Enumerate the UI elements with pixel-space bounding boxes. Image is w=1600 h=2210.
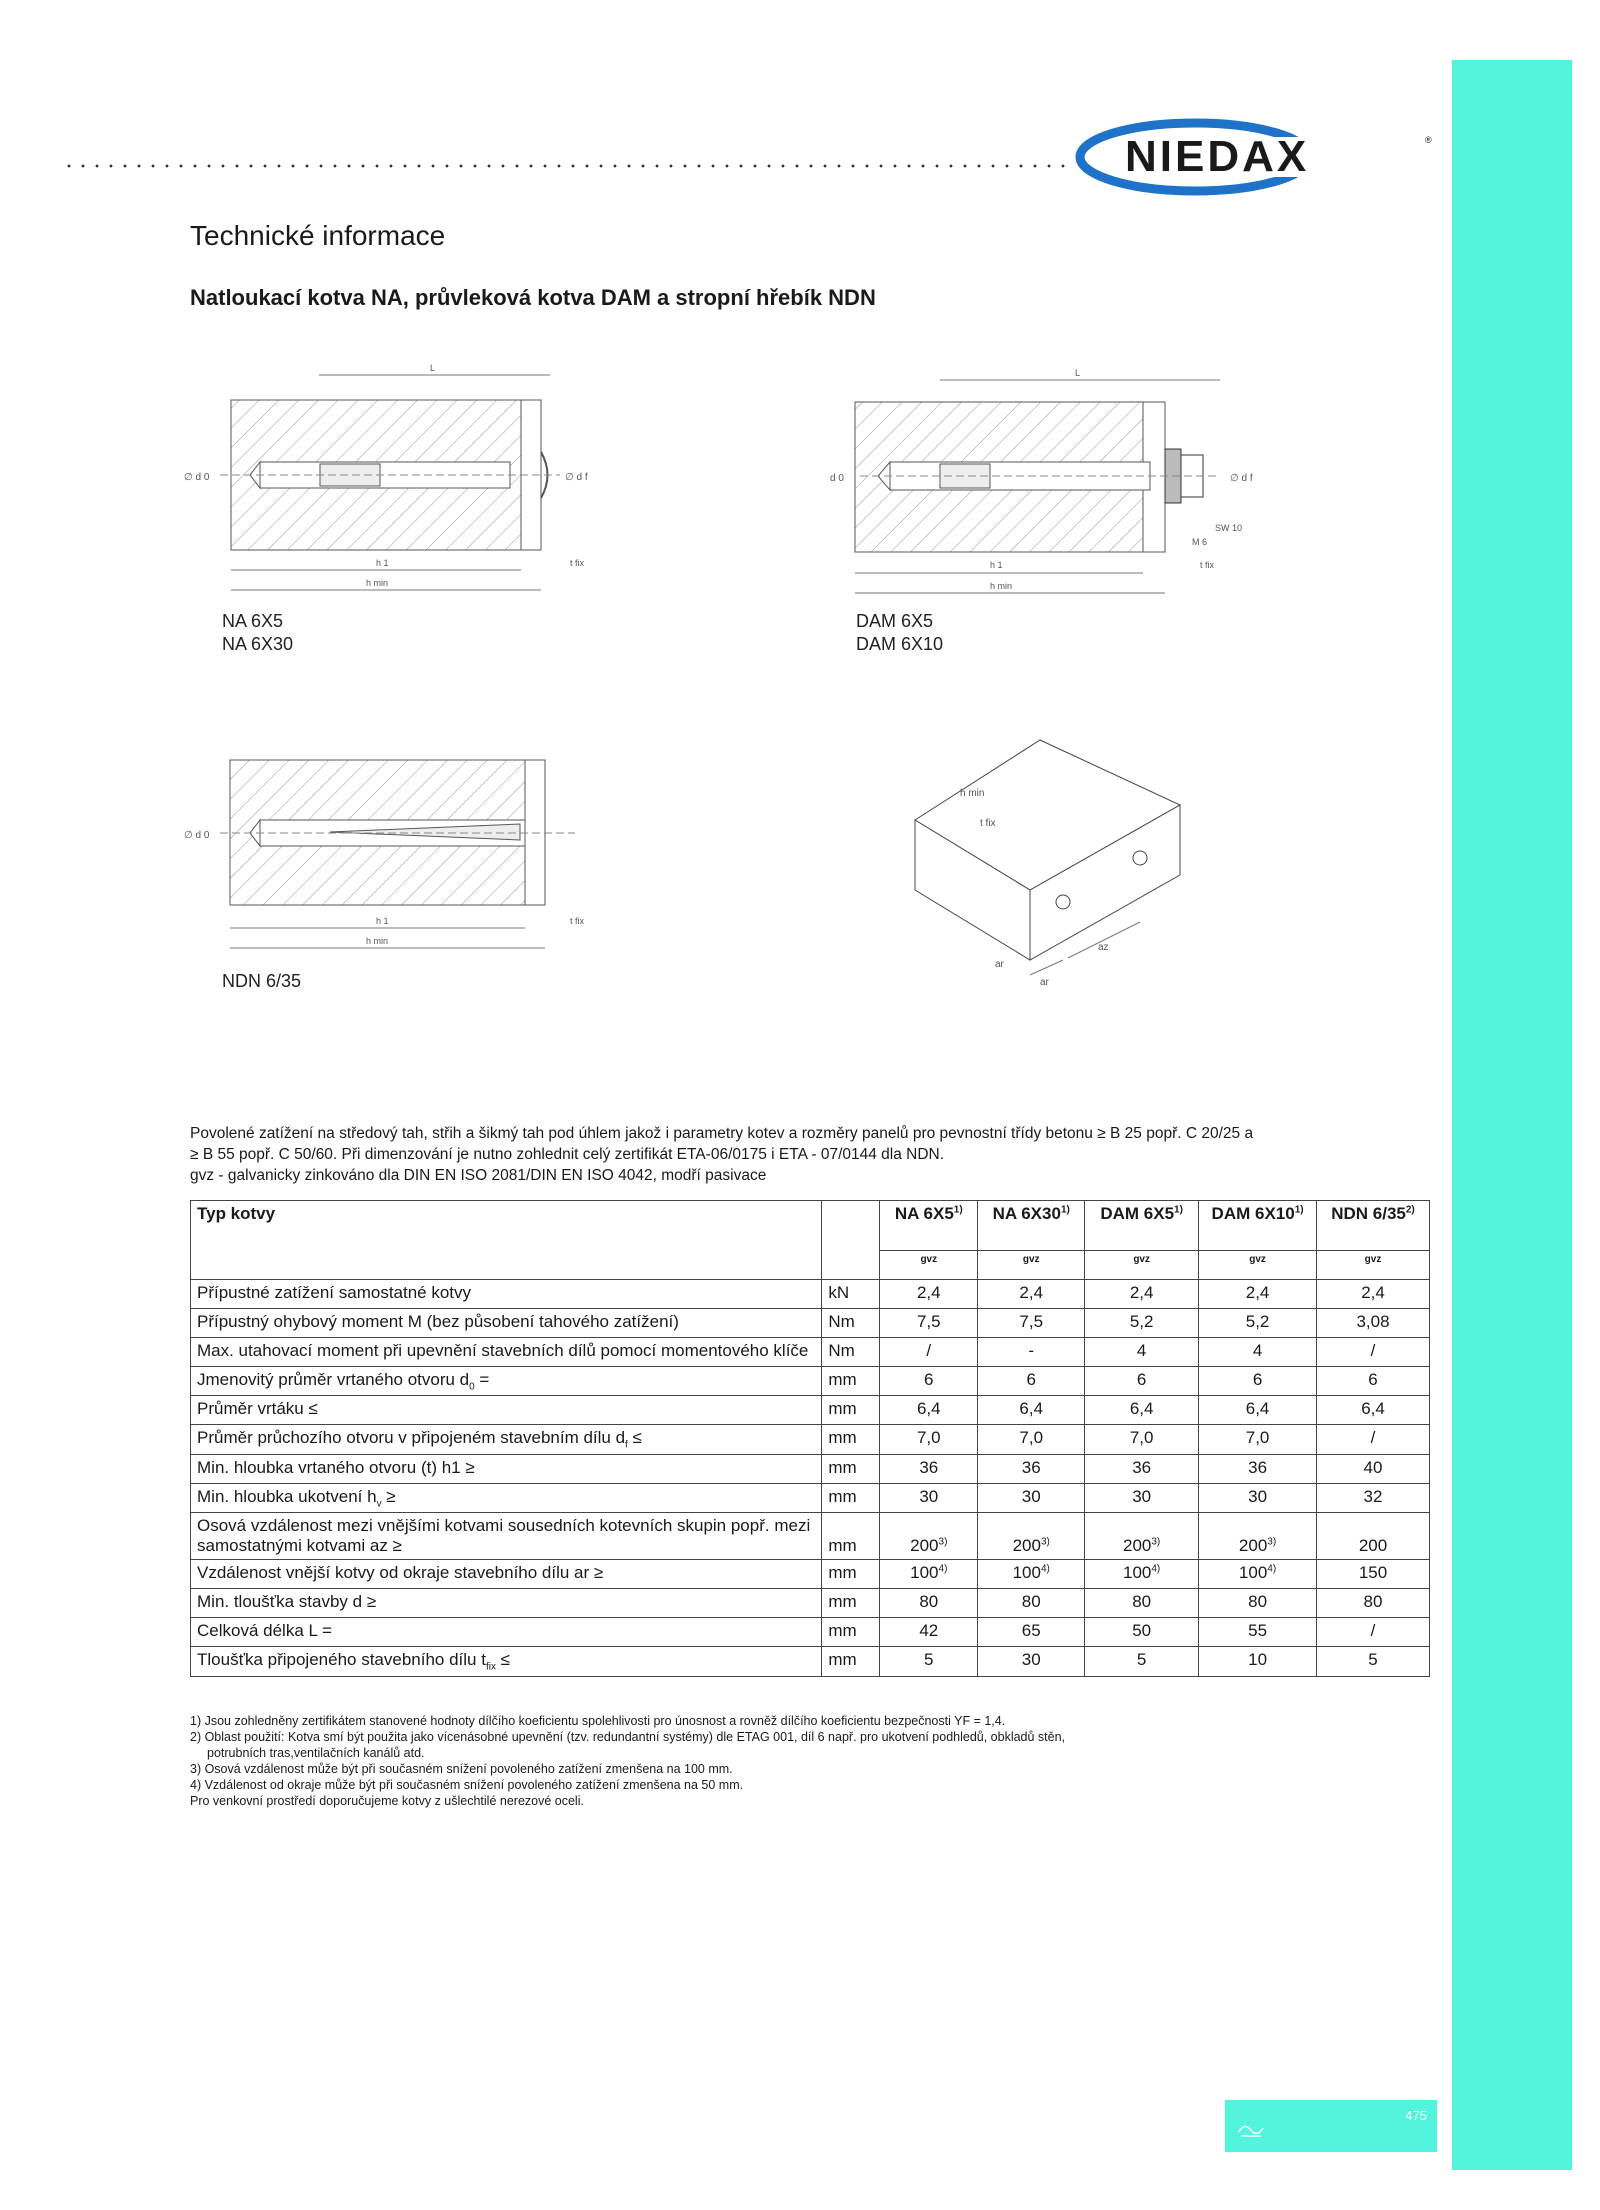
table-row: Celková délka L = mm 42 65 50 55 / (191, 1618, 1430, 1647)
svg-text:SW 10: SW 10 (1215, 523, 1243, 533)
unit-header (822, 1201, 880, 1280)
table-row: Jmenovitý průměr vrtaného otvoru $d_0$ = mm 6 6 6 6 6 (191, 1367, 1430, 1396)
svg-text:∅ d f: ∅ d f (1230, 473, 1253, 484)
svg-text:∅ d 0: ∅ d 0 (184, 472, 210, 483)
side-accent-bar (1452, 60, 1572, 2170)
wave-icon (1237, 2114, 1265, 2142)
footnotes: 1) Jsou zohledněny zertifikátem stanovené hodnoty dílčího koeficientu spolehlivosti pro únosnost a rovněž dílčího koeficientu bezpečnosti YF = 1,4. 2) Oblast použití: Kotva smí být použita jako vícenásobné upevnění (tzv. redundantní systémy) dle ETAG 001, díl 6 např. pro ukotvení podhledů, obkladů stěn, potrubních tras,ventilačních kanálů atd. 3) Osová vzdálenost může být při současném snížení povoleného zatížení zmenšena na 100 mm. 4) Vzdálenost od okraje může být při současném snížení povoleného zatížení zmenšena na 50 mm. Pro venkovní prostředí doporučujeme kotvy z ušlechtilé nerezové oceli. (190, 1714, 1066, 1808)
dam-caption: DAM 6X5 DAM 6X10 (856, 611, 944, 654)
svg-text:L: L (430, 363, 436, 373)
table-row: Osová vzdálenost mezi vnějšími kotvami sousedních kotevních skupin popř. mezi samostatnými kotvami az ≥ mm 200$^{3)}$ 200$^{3)}$ 200$^{3)}$ 200$^{3)}$ 200 (191, 1513, 1430, 1560)
col-header: DAM 6X10$^{1)}$ (1199, 1201, 1317, 1251)
svg-text:∅ d 0: ∅ d 0 (184, 830, 210, 841)
svg-text:d 0: d 0 (830, 473, 844, 484)
table-row: Min. tloušťka stavby d ≥ mm 80 80 80 80 80 (191, 1589, 1430, 1618)
svg-text:ar: ar (1040, 977, 1049, 988)
svg-text:L: L (1075, 368, 1081, 378)
table-row: Průměr vrtáku ≤ mm 6,4 6,4 6,4 6,4 6,4 (191, 1396, 1430, 1425)
svg-text:t fix: t fix (570, 916, 585, 926)
ndn-caption: NDN 6/35 (222, 971, 302, 991)
svg-text:h min: h min (366, 578, 389, 588)
svg-text:h min: h min (366, 936, 389, 946)
svg-text:®: ® (1425, 135, 1432, 145)
col-header: NDN 6/35$^{2)}$ (1317, 1201, 1430, 1251)
panel-block-drawing (900, 730, 1200, 1010)
table-row: Max. utahovací moment při upevnění stavebních dílů pomocí momentového klíče Nm / - 4 4 / (191, 1338, 1430, 1367)
table-row: Přípustné zatížení samostatné kotvy kN 2,4 2,4 2,4 2,4 2,4 (191, 1280, 1430, 1309)
svg-text:h min: h min (960, 788, 985, 799)
page-title: Technické informace (190, 220, 446, 251)
page-number-tab (1225, 2100, 1437, 2152)
logo-wordmark: NIEDAX (1125, 132, 1310, 181)
table-row: Tloušťka připojeného stavebního dílu $t_{fix}$ ≤ mm 5 30 5 10 5 (191, 1647, 1430, 1676)
page-subtitle: Natloukací kotva NA, průvleková kotva DAM a stropní hřebík NDN (190, 285, 876, 310)
col-header: NA 6X30$^{1)}$ (978, 1201, 1085, 1251)
table-subheader-row: gvz gvz gvz gvz gvz (191, 1251, 1430, 1280)
svg-text:h 1: h 1 (990, 560, 1003, 570)
header-dotted-rule (62, 164, 1072, 168)
svg-text:M 6: M 6 (1192, 537, 1208, 547)
table-row: Průměr průchozího otvoru v připojeném stavebním dílu $d_f$ ≤ mm 7,0 7,0 7,0 7,0 / (191, 1425, 1430, 1454)
table-row: Min. hloubka ukotvení $h_v$ ≥ mm 30 30 30 30 32 (191, 1483, 1430, 1512)
svg-text:h 1: h 1 (376, 916, 389, 926)
niedax-logo (1075, 117, 1435, 197)
na-caption: NA 6X5 NA 6X30 (222, 611, 294, 654)
svg-text:t fix: t fix (980, 818, 996, 829)
type-header: Typ kotvy (191, 1201, 822, 1280)
svg-text:t fix: t fix (570, 558, 585, 568)
svg-text:ar: ar (995, 959, 1004, 970)
na-anchor-drawing (180, 360, 620, 600)
svg-text:∅ d f: ∅ d f (565, 472, 588, 483)
table-row: Přípustný ohybový moment M (bez působení tahového zatížení) Nm 7,5 7,5 5,2 5,2 3,08 (191, 1309, 1430, 1338)
dam-anchor-drawing (820, 365, 1260, 605)
ndn-nail-drawing (180, 750, 620, 960)
table-row: Vzdálenost vnější kotvy od okraje stavebního dílu ar ≥ mm 100$^{4)}$ 100$^{4)}$ 100$^{4)}$ 100$^{4)}$ 150 (191, 1560, 1430, 1589)
svg-text:h min: h min (990, 581, 1013, 591)
anchor-spec-table (190, 1200, 1430, 1677)
svg-text:az: az (1098, 942, 1109, 953)
table-row: Min. hloubka vrtaného otvoru (t) h1 ≥ mm 36 36 36 36 40 (191, 1454, 1430, 1483)
svg-text:t fix: t fix (1200, 560, 1215, 570)
svg-text:h 1: h 1 (376, 558, 389, 568)
table-header-row (191, 1201, 1430, 1251)
col-header: DAM 6X5$^{1)}$ (1085, 1201, 1199, 1251)
page-number: 475 (1405, 2108, 1427, 2123)
col-header: NA 6X5$^{1)}$ (880, 1201, 978, 1251)
intro-paragraph: Povolené zatížení na středový tah, střih a šikmý tah pod úhlem jakož i parametry kotev a rozměry panelů pro pevnostní třídy betonu ≥ B 25 popř. C 20/25 a ≥ B 55 popř. C 50/60. Při dimenzování je nutno zohlednit celý zertifikát ETA-06/0175 i ETA - 07/0144 dla NDN. gvz - galvanicky zinkováno dla DIN EN ISO 2081/DIN EN ISO 4042, modří pasivace (190, 1125, 1254, 1184)
